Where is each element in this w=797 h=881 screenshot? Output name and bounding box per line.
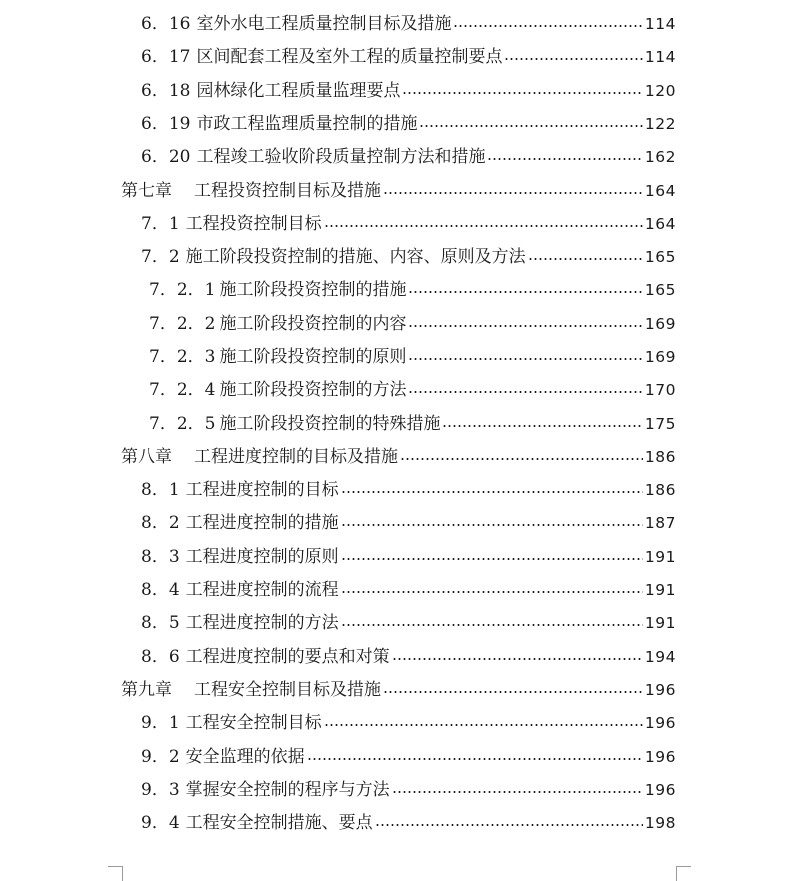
- toc-entry-title: 区间配套工程及室外工程的质量控制要点: [196, 47, 503, 67]
- toc-entry-title: 工程进度控制的目标: [185, 480, 339, 500]
- toc-entry-number: 8．3: [141, 547, 180, 567]
- toc-entry-title: 工程进度控制的流程: [185, 580, 339, 600]
- toc-dot-leader: [341, 510, 643, 536]
- toc-dot-leader: [392, 644, 643, 670]
- toc-entry-title: 施工阶段投资控制的措施、内容、原则及方法: [185, 247, 526, 267]
- toc-entry-page-number: 170: [644, 381, 676, 399]
- toc-entry-page-number: 196: [644, 748, 676, 766]
- toc-entry[interactable]: [121, 178, 676, 204]
- toc-entry-title: 施工阶段投资控制的特殊措施: [219, 414, 441, 434]
- toc-entry-number: 9．3: [141, 780, 180, 800]
- toc-entry[interactable]: [149, 411, 676, 437]
- toc-entry-title: 安全监理的依据: [185, 747, 305, 767]
- toc-entry-page-number: 169: [644, 348, 676, 366]
- toc-entry[interactable]: [141, 577, 676, 603]
- toc-dot-leader: [453, 11, 642, 37]
- toc-entry-number: 6．17: [141, 47, 191, 67]
- toc-entry-page-number: 165: [644, 248, 676, 266]
- toc-entry-number: 第八章: [121, 447, 172, 467]
- toc-entry-page-number: 114: [644, 48, 676, 66]
- toc-entry[interactable]: [141, 810, 676, 836]
- toc-dot-leader: [419, 111, 642, 137]
- toc-entry-title: 工程安全控制目标及措施: [194, 680, 381, 700]
- toc-entry[interactable]: [149, 277, 676, 303]
- toc-dot-leader: [408, 344, 642, 370]
- toc-entry[interactable]: [141, 11, 676, 37]
- toc-entry-title: 施工阶段投资控制的措施: [219, 280, 407, 300]
- toc-entry-number: 8．1: [141, 480, 180, 500]
- toc-entry-title: 工程投资控制目标: [185, 214, 322, 234]
- toc-entry-number: 7．1: [141, 214, 180, 234]
- toc-entry-number: 7．2．1: [149, 280, 216, 300]
- toc-entry-title: 施工阶段投资控制的方法: [219, 380, 407, 400]
- toc-entry-page-number: 187: [644, 514, 676, 532]
- toc-entry-page-number: 120: [644, 82, 676, 100]
- toc-entry-title: 工程进度控制的措施: [185, 513, 339, 533]
- toc-entry-title: 掌握安全控制的程序与方法: [185, 780, 390, 800]
- toc-entry-number: 7．2．2: [149, 314, 216, 334]
- toc-dot-leader: [504, 44, 642, 70]
- toc-entry-page-number: 165: [644, 281, 676, 299]
- toc-dot-leader: [341, 577, 643, 603]
- toc-entry-number: 第九章: [121, 680, 172, 700]
- toc-entry-number: 8．5: [141, 613, 180, 633]
- toc-entry-number: 8．2: [141, 513, 180, 533]
- toc-dot-leader: [400, 444, 643, 470]
- toc-entry-number: 9．2: [141, 747, 180, 767]
- toc-entry-number: 7．2．4: [149, 380, 216, 400]
- toc-entry-number: 6．19: [141, 114, 191, 134]
- toc-entry-page-number: 114: [644, 15, 676, 33]
- toc-entry-page-number: 186: [644, 448, 676, 466]
- toc-dot-leader: [408, 277, 642, 303]
- toc-entry-page-number: 196: [644, 681, 676, 699]
- toc-entry-number: 8．6: [141, 647, 180, 667]
- toc-entry-page-number: 164: [644, 215, 676, 233]
- toc-dot-leader: [375, 810, 643, 836]
- toc-entry[interactable]: [141, 211, 676, 237]
- toc-entry-title: 市政工程监理质量控制的措施: [196, 114, 418, 134]
- toc-entry[interactable]: [141, 710, 676, 736]
- toc-entry[interactable]: [149, 377, 676, 403]
- toc-entry-title: 工程进度控制的原则: [185, 547, 339, 567]
- toc-entry[interactable]: [141, 644, 676, 670]
- toc-dot-leader: [402, 78, 642, 104]
- toc-dot-leader: [324, 211, 643, 237]
- toc-dot-leader: [408, 311, 642, 337]
- toc-entry-number: 6．16: [141, 14, 191, 34]
- toc-entry-page-number: 191: [644, 581, 676, 599]
- toc-entry-title: 工程安全控制措施、要点: [185, 813, 373, 833]
- toc-entry[interactable]: [141, 44, 676, 70]
- toc-entry-title: 工程竣工验收阶段质量控制方法和措施: [196, 147, 486, 167]
- toc-entry[interactable]: [141, 244, 676, 270]
- toc-entry-number: 7．2．3: [149, 347, 216, 367]
- toc-dot-leader: [307, 744, 643, 770]
- toc-entry[interactable]: [141, 610, 676, 636]
- toc-entry-page-number: 169: [644, 315, 676, 333]
- toc-entry[interactable]: [141, 744, 676, 770]
- toc-entry-title: 施工阶段投资控制的原则: [219, 347, 407, 367]
- toc-entry-number: 8．4: [141, 580, 180, 600]
- toc-entry-title: 工程进度控制的目标及措施: [194, 447, 398, 467]
- toc-entry[interactable]: [141, 544, 676, 570]
- toc-dot-leader: [487, 144, 642, 170]
- toc-dot-leader: [341, 544, 643, 570]
- toc-entry-number: 第七章: [121, 181, 172, 201]
- toc-entry[interactable]: [141, 111, 676, 137]
- toc-entry-page-number: 162: [644, 148, 676, 166]
- toc-entry-title: 工程进度控制的要点和对策: [185, 647, 390, 667]
- toc-dot-leader: [408, 377, 642, 403]
- toc-entry-page-number: 198: [644, 814, 676, 832]
- toc-entry-number: 9．4: [141, 813, 180, 833]
- toc-dot-leader: [392, 777, 643, 803]
- toc-dot-leader: [341, 610, 643, 636]
- toc-entry-page-number: 175: [644, 415, 676, 433]
- toc-entry-page-number: 164: [644, 182, 676, 200]
- toc-entry-title: 工程进度控制的方法: [185, 613, 339, 633]
- toc-entry-title: 工程安全控制目标: [185, 713, 322, 733]
- toc-entry[interactable]: [141, 144, 676, 170]
- toc-entry-page-number: 191: [644, 614, 676, 632]
- toc-dot-leader: [383, 677, 643, 703]
- toc-dot-leader: [383, 178, 643, 204]
- toc-entry[interactable]: [141, 477, 676, 503]
- toc-entry-number: 6．20: [141, 147, 191, 167]
- toc-entry[interactable]: [121, 677, 676, 703]
- toc-entry-title: 施工阶段投资控制的内容: [219, 314, 407, 334]
- toc-entry-page-number: 194: [644, 648, 676, 666]
- toc-entry[interactable]: [121, 444, 676, 470]
- toc-entry-title: 室外水电工程质量控制目标及措施: [196, 14, 452, 34]
- toc-entry-number: 9．1: [141, 713, 180, 733]
- page-corner-mark-right: [676, 866, 691, 881]
- toc-entry[interactable]: [141, 777, 676, 803]
- toc-dot-leader: [442, 411, 642, 437]
- toc-entry-page-number: 191: [644, 548, 676, 566]
- toc-entry-page-number: 122: [644, 115, 676, 133]
- toc-entry[interactable]: [141, 78, 676, 104]
- toc-entry[interactable]: [149, 311, 676, 337]
- toc-dot-leader: [341, 477, 643, 503]
- toc-entry[interactable]: [141, 510, 676, 536]
- toc-dot-leader: [324, 710, 643, 736]
- toc-dot-leader: [528, 244, 643, 270]
- toc-entry-page-number: 196: [644, 714, 676, 732]
- toc-entry-page-number: 196: [644, 781, 676, 799]
- toc-entry-title: 园林绿化工程质量监理要点: [196, 81, 401, 101]
- page-corner-mark-left: [108, 866, 123, 881]
- toc-entry-number: 7．2: [141, 247, 180, 267]
- toc-entry[interactable]: [149, 344, 676, 370]
- toc-entry-page-number: 186: [644, 481, 676, 499]
- toc-entry-number: 7．2．5: [149, 414, 216, 434]
- toc-entry-number: 6．18: [141, 81, 191, 101]
- toc-entry-title: 工程投资控制目标及措施: [194, 181, 381, 201]
